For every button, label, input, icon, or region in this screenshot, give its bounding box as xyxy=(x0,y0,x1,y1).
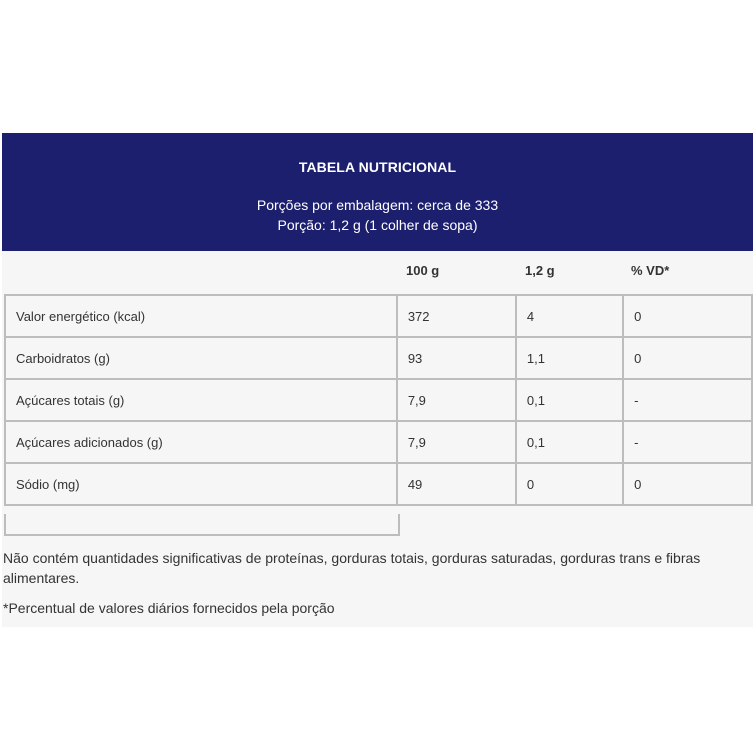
daily-value-percent: 0 xyxy=(623,295,752,337)
table-row xyxy=(5,337,752,379)
table-row xyxy=(5,295,752,337)
column-header-100g: 100 g xyxy=(406,263,440,278)
nutrition-table xyxy=(4,294,753,506)
nutrient-name: Açúcares totais (g) xyxy=(5,379,397,421)
nutrient-name: Sódio (mg) xyxy=(5,463,397,505)
table-row xyxy=(5,421,752,463)
value-per-serving: 4 xyxy=(516,295,623,337)
daily-value-percent: 0 xyxy=(623,337,752,379)
value-per-serving: 1,1 xyxy=(516,337,623,379)
nutrient-name: Açúcares adicionados (g) xyxy=(5,421,397,463)
daily-value-footnote: *Percentual de valores diários fornecidos pela porção xyxy=(3,600,335,616)
daily-value-percent: 0 xyxy=(623,463,752,505)
column-header-serving: 1,2 g xyxy=(525,263,555,278)
nutrition-header xyxy=(2,133,753,251)
value-per-100g: 372 xyxy=(397,295,516,337)
table-row xyxy=(5,379,752,421)
nutrient-name: Valor energético (kcal) xyxy=(5,295,397,337)
value-per-100g: 49 xyxy=(397,463,516,505)
column-header-daily-value: % VD* xyxy=(631,263,670,278)
value-per-serving: 0,1 xyxy=(516,421,623,463)
nutrient-name: Carboidratos (g) xyxy=(5,337,397,379)
empty-table-row xyxy=(4,514,400,536)
daily-value-percent: - xyxy=(623,421,752,463)
table-title: TABELA NUTRICIONAL xyxy=(298,159,457,175)
nutrition-facts-panel xyxy=(2,133,753,627)
value-per-100g: 7,9 xyxy=(397,379,516,421)
daily-value-percent: - xyxy=(623,379,752,421)
value-per-100g: 93 xyxy=(397,337,516,379)
serving-size: Porção: 1,2 g (1 colher de sopa) xyxy=(277,217,478,233)
value-per-serving: 0,1 xyxy=(516,379,623,421)
value-per-serving: 0 xyxy=(516,463,623,505)
table-row xyxy=(5,463,752,505)
not-significant-note: Não contém quantidades significativas de proteínas, gorduras totais, gorduras saturadas, gorduras trans e fibras alimentares. xyxy=(3,550,701,586)
value-per-100g: 7,9 xyxy=(397,421,516,463)
servings-per-package: Porções por embalagem: cerca de 333 xyxy=(256,197,499,213)
